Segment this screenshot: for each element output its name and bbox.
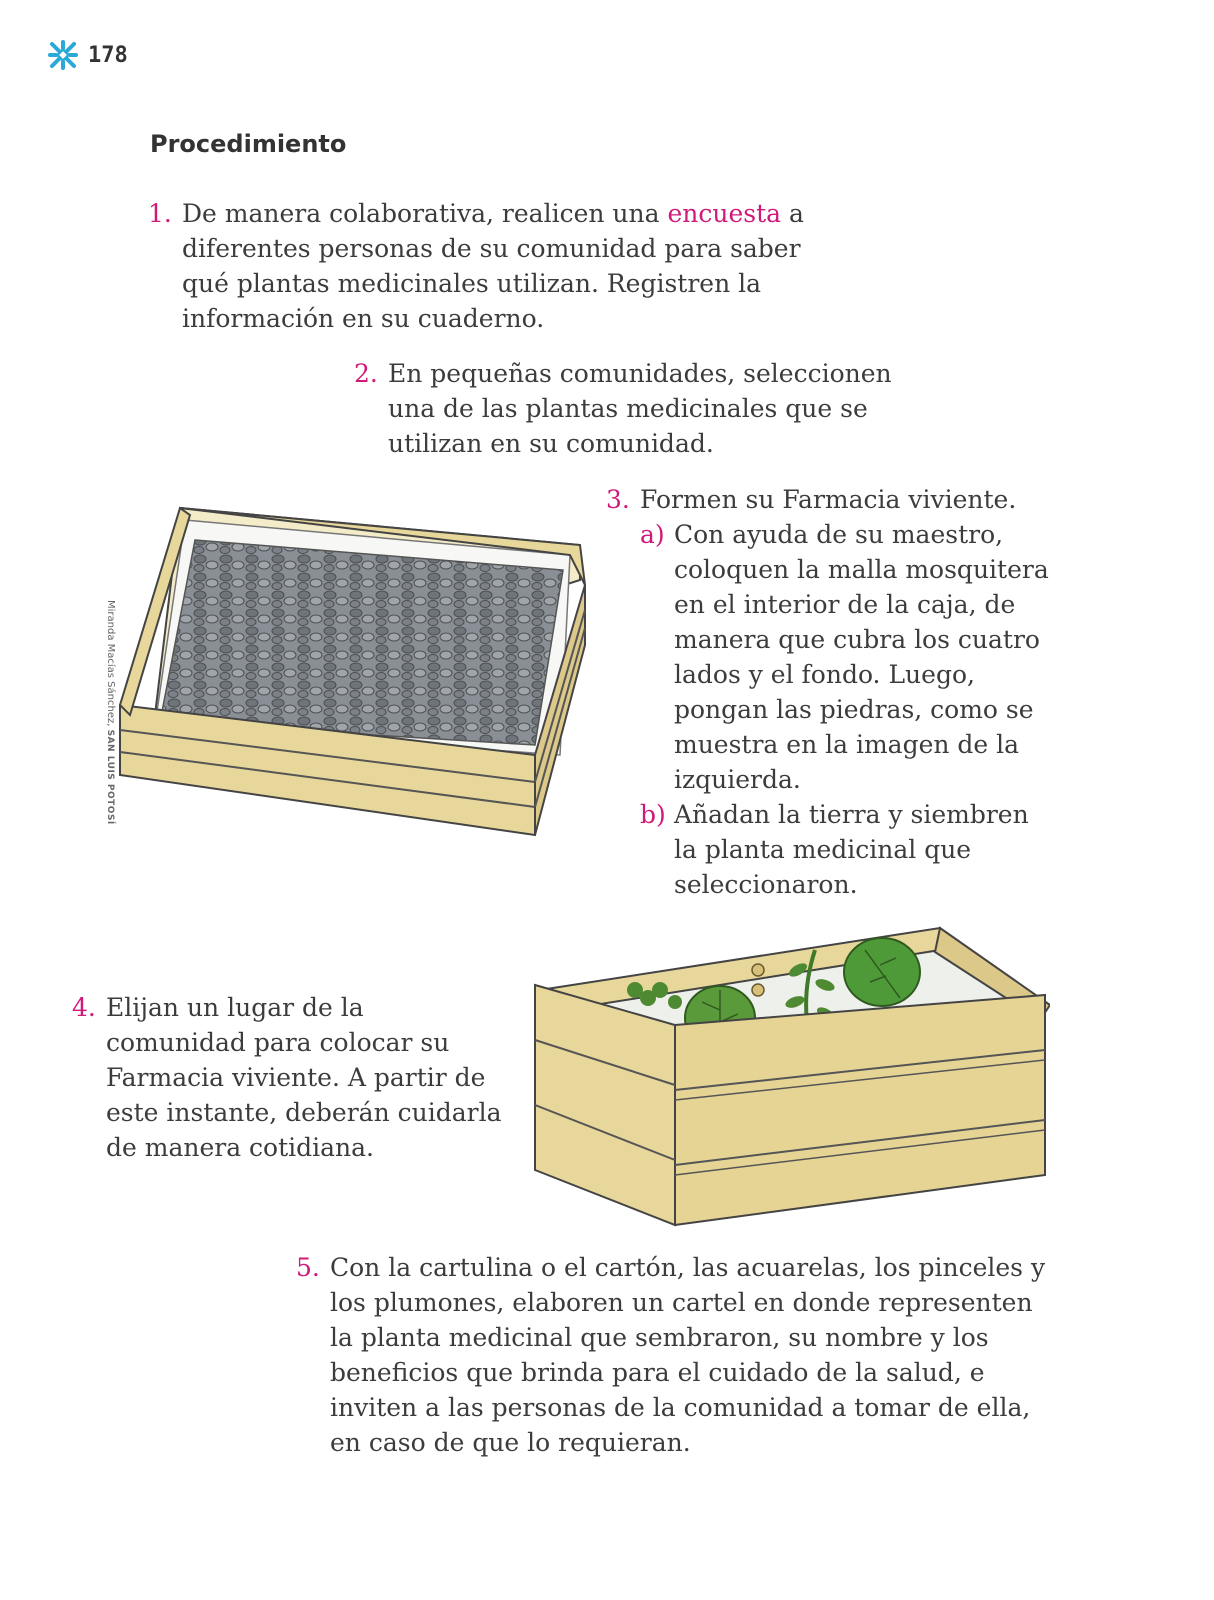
- step-number: 3.: [606, 485, 630, 514]
- substep-b: [640, 797, 1054, 902]
- illustration-credit: Miranda Macías Sánchez, SAN LUIS POTOSÍ: [105, 600, 116, 825]
- step-5: [296, 1250, 1050, 1460]
- substep-text: Añadan la tierra y siembren la planta medicinal que seleccionaron.: [674, 800, 1029, 899]
- step-number: 1.: [148, 199, 172, 228]
- step-3: [606, 482, 1080, 902]
- page-number-area: [48, 40, 128, 70]
- box-with-plants-illustration: [530, 910, 1050, 1230]
- box-with-stones-illustration: [115, 500, 595, 840]
- substep-letter: a): [640, 520, 665, 549]
- step-number: 5.: [296, 1253, 320, 1282]
- substep-letter: b): [640, 800, 666, 829]
- step-number: 2.: [354, 359, 378, 388]
- substep-text: Con ayuda de su maestro, coloquen la malla mosquitera en el interior de la caja, de manera que cubra los cuatro lados y el fondo. Luego, pongan las piedras, como se muestra en la imagen de la izquierda.: [674, 520, 1049, 794]
- step-text: Con la cartulina o el cartón, las acuarelas, los pinceles y los plumones, elaboren un cartel en donde representen la planta medicinal que sembraron, su nombre y los beneficios que brinda para el cuidado de la salud, e inviten a las personas de la comunidad a tomar de ella, en caso de que lo requieran.: [330, 1253, 1046, 1457]
- flower-ornament-icon: [48, 40, 78, 70]
- section-heading: Procedimiento: [150, 130, 347, 158]
- step-2: [354, 356, 918, 461]
- highlight-term: encuesta: [667, 199, 782, 228]
- step-number: 4.: [72, 993, 96, 1022]
- step-text: Formen su Farmacia viviente.: [640, 485, 1017, 514]
- substep-a: [640, 517, 1074, 797]
- step-text: En pequeñas comunidades, seleccionen una de las plantas medicinales que se utilizan en su comunidad.: [388, 359, 892, 458]
- step-text: De manera colaborativa, realicen una encuesta a diferentes personas de su comunidad para saber qué plantas medicinales utilizan. Registren la información en su cuaderno.: [182, 199, 804, 333]
- step-1: [148, 196, 832, 336]
- step-4: [72, 990, 506, 1165]
- step-text: Elijan un lugar de la comunidad para colocar su Farmacia viviente. A partir de este instante, deberán cuidarla de manera cotidiana.: [106, 993, 502, 1162]
- page-number: 178: [88, 42, 128, 68]
